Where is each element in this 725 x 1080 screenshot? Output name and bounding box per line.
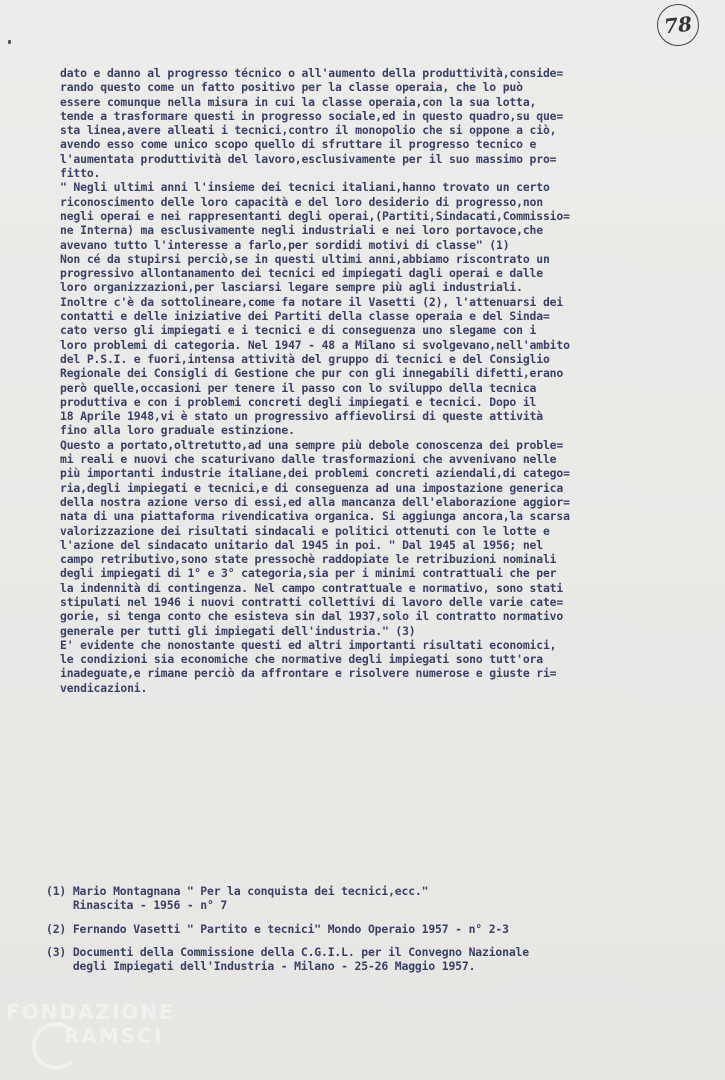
text-line: sta linea,avere alleati i tecnici,contro il monopolio che si oppone a ciò, xyxy=(60,123,557,138)
text-line: valorizzazione dei risultati sindacali e politici ottenuti con le lotte e xyxy=(60,523,550,538)
text-line: vendicazioni. xyxy=(60,680,148,695)
text-line: E' evidente che nonostante questi ed altri importanti risultati economici, xyxy=(60,637,557,652)
text-line: avendo esso come unico scopo quello di sfruttare il progresso tecnico e xyxy=(60,137,537,152)
paragraph xyxy=(60,638,720,695)
text-line: dato e danno al progresso técnico o all'aumento della produttività,conside= xyxy=(60,66,564,80)
text-line: Regionale dei Consigli di Gestione che pur con gli innegabili difetti,erano xyxy=(60,366,564,381)
text-line: riconoscimento delle loro capacità e del loro desiderio di progresso,non xyxy=(60,194,543,209)
text-line: loro problemi di categoria. Nel 1947 - 48 a Milano si svolgevano,nell'ambito xyxy=(60,337,570,352)
text-line: però quelle,occasioni per tenere il passo con lo sviluppo della tecnica xyxy=(60,380,537,395)
text-line: avevano tutto l'interesse a farlo,per sordidi motivi di classe" (1) xyxy=(60,237,510,252)
text-line: le condizioni sia economiche che normative degli impiegati sono tutt'ora xyxy=(60,652,543,667)
text-line: gorie, si tenga conto che esisteva sin dal 1937,solo il contratto normativo xyxy=(60,609,564,624)
body-text xyxy=(60,66,720,695)
paragraph xyxy=(60,180,720,251)
page-number: 78 xyxy=(655,2,701,48)
text-line: negli operai e nei rappresentanti degli operai,(Partiti,Sindacati,Commissio= xyxy=(60,208,570,223)
text-line: la indennità di contingenza. Nel campo contrattuale e normativo, sono stati xyxy=(60,580,564,595)
text-line: della nostra azione verso di essi,ed alla mancanza dell'elaborazione aggior= xyxy=(60,494,570,509)
text-line: ria,degli impiegati e tecnici,e di conseguenza ad una impostazione generica xyxy=(60,480,564,495)
text-line: generale per tutti gli impiegati dell'industria." (3) xyxy=(60,623,416,638)
watermark-line-1: FONDAZIONE xyxy=(6,1000,175,1024)
text-line: tende a trasformare questi in progresso sociale,ed in questo quadro,su que= xyxy=(60,108,564,123)
footnote-line: (2) Fernando Vasetti " Partito e tecnici" Mondo Operaio 1957 - n° 2-3 xyxy=(46,921,509,936)
footnote xyxy=(46,884,716,913)
text-line: 18 Aprile 1948,vi è stato un progressivo affievolirsi di queste attività xyxy=(60,409,543,424)
text-line: più importanti industrie italiane,dei problemi concreti aziendali,di catego= xyxy=(60,466,570,481)
paragraph xyxy=(60,438,720,638)
text-line: " Negli ultimi anni l'insieme dei tecnici italiani,hanno trovato un certo xyxy=(60,180,550,195)
text-line: ne Interna) ma esclusivamente negli industriali e nei loro portavoce,che xyxy=(60,223,543,238)
footnote-line: degli Impiegati dell'Industria - Milano - 25-26 Maggio 1957. xyxy=(46,959,476,974)
watermark-line-2: RAMSCI xyxy=(64,1024,164,1048)
text-line: essere comunque nella misura in cui la classe operaia,con la sua lotta, xyxy=(60,94,537,109)
text-line: rando questo come un fatto positivo per la classe operaia, che lo può xyxy=(60,80,523,95)
text-line: stipulati nel 1946 i nuovi contratti collettivi di lavoro delle varie cate= xyxy=(60,594,564,609)
footnote-line: (1) Mario Montagnana " Per la conquista dei tecnici,ecc." xyxy=(46,884,429,898)
text-line: fino alla loro graduale estinzione. xyxy=(60,423,295,438)
text-line: l'aumentata produttività del lavoro,esclusivamente per il suo massimo pro= xyxy=(60,151,557,166)
text-line: campo retributivo,sono state pressochè raddopiate le retribuzioni nominali xyxy=(60,552,557,567)
text-line: Non cé da stupirsi perciò,se in questi ultimi anni,abbiamo riscontrato un xyxy=(60,251,550,266)
watermark-logo-icon xyxy=(32,1022,80,1070)
footnote-line: Rinascita - 1956 - n° 7 xyxy=(46,898,228,913)
text-line: Inoltre c'è da sottolineare,come fa notare il Vasetti (2), l'attenuarsi dei xyxy=(60,294,564,309)
text-line: mi reali e nuovi che scaturivano dalle trasformazioni che avvenivano nelle xyxy=(60,452,557,467)
text-line: fitto. xyxy=(60,166,101,181)
text-line: contatti e delle iniziative dei Partiti della classe operaia e del Sinda= xyxy=(60,309,550,324)
paragraph xyxy=(60,252,720,438)
text-line: nata di una piattaforma rivendicativa organica. Si aggiunga ancora,la scarsa xyxy=(60,509,570,524)
footnote-line: (3) Documenti della Commissione della C.G.I.L. per il Convegno Nazionale xyxy=(46,944,529,959)
text-line: degli impiegati di 1° e 3° categoria,sia per i minimi contrattuali che per xyxy=(60,566,557,581)
text-line: inadeguate,e rimane perciò da affrontare e risolvere numerose e giuste ri= xyxy=(60,666,557,681)
text-line: Questo a portato,oltretutto,ad una sempre più debole conoscenza dei proble= xyxy=(60,437,564,452)
footnote xyxy=(46,945,716,974)
text-line: progressivo allontanamento dei tecnici ed impiegati dagli operai e dalle xyxy=(60,266,543,281)
text-line: produttiva e con i problemi concreti degli impiegati e tecnici. Dopo il xyxy=(60,394,537,409)
text-line: del P.S.I. e fuori,intensa attività del gruppo di tecnici e del Consiglio xyxy=(60,351,550,366)
text-line: l'azione del sindacato unitario dal 1945 in poi. " Dal 1945 al 1956; nel xyxy=(60,537,543,552)
footnotes xyxy=(46,884,716,982)
ink-mark xyxy=(8,40,11,44)
text-line: loro organizzazioni,per lasciarsi legare sempre più agli industriali. xyxy=(60,280,523,295)
text-line: cato verso gli impiegati e i tecnici e di conseguenza uno slegame con i xyxy=(60,323,537,338)
paragraph xyxy=(60,66,720,180)
foundation-watermark xyxy=(6,1000,266,1070)
footnote xyxy=(46,922,716,936)
